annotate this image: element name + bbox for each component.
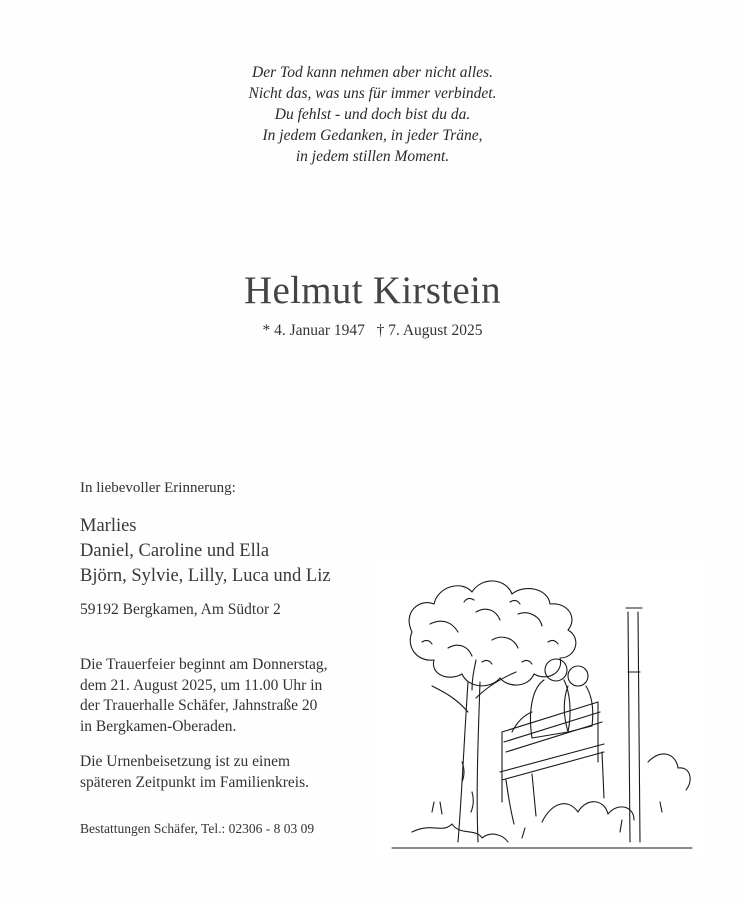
mourner-line: Marlies bbox=[80, 516, 137, 536]
urn-burial-info bbox=[80, 752, 309, 793]
poem-line: Du fehlst - und doch bist du da. bbox=[274, 106, 471, 123]
mourner-line: Björn, Sylvie, Lilly, Luca und Liz bbox=[80, 566, 331, 586]
couple-on-bench-under-tree-sketch-icon bbox=[372, 562, 707, 860]
poem-line: Der Tod kann nehmen aber nicht alles. bbox=[252, 64, 493, 81]
poem-line: Nicht das, was uns für immer verbindet. bbox=[248, 85, 497, 102]
urn-line: Die Urnenbeisetzung ist zu einem bbox=[80, 753, 291, 770]
ceremony-line: Die Trauerfeier beginnt am Donnerstag, bbox=[80, 656, 328, 673]
undertaker-contact: Bestattungen Schäfer, Tel.: 02306 - 8 03 09 bbox=[80, 821, 315, 836]
death-date: † 7. August 2025 bbox=[376, 322, 483, 339]
mourner-line: Daniel, Caroline und Ella bbox=[80, 541, 270, 561]
memorial-intro: In liebevoller Erinnerung: bbox=[80, 480, 236, 496]
ceremony-line: in Bergkamen-Oberaden. bbox=[80, 717, 237, 735]
birth-date: * 4. Januar 1947 bbox=[262, 322, 365, 339]
life-dates bbox=[0, 322, 745, 340]
family-address: 59192 Bergkamen, Am Südtor 2 bbox=[80, 601, 281, 618]
ceremony-line: dem 21. August 2025, um 11.00 Uhr in bbox=[80, 676, 323, 694]
ceremony-line: der Trauerhalle Schäfer, Jahnstraße 20 bbox=[80, 697, 318, 714]
urn-line: späteren Zeitpunkt im Familienkreis. bbox=[80, 773, 310, 791]
ceremony-info bbox=[80, 655, 328, 737]
poem bbox=[0, 62, 745, 167]
poem-line: in jedem stillen Moment. bbox=[295, 148, 450, 165]
mourner-names bbox=[80, 514, 331, 589]
deceased-name: Helmut Kirstein bbox=[244, 269, 501, 312]
poem-line: In jedem Gedanken, in jeder Träne, bbox=[262, 127, 483, 144]
